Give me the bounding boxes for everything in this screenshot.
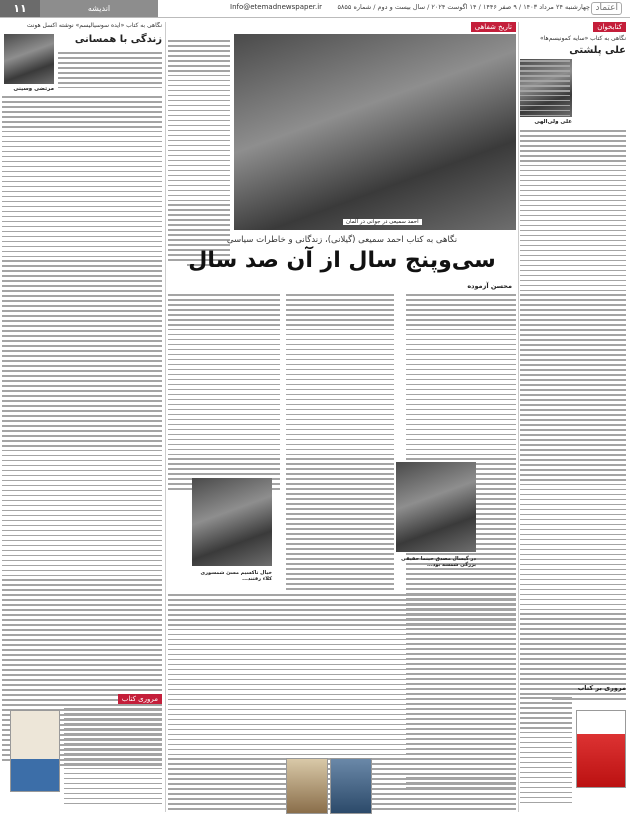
- email-address[interactable]: Info@etemadnewspaper.ir: [230, 3, 323, 11]
- subhead: مروری بر کتاب: [577, 684, 626, 692]
- newspaper-logo: اعتماد: [591, 2, 622, 15]
- article-kicker: نگاهی به کتاب احمد سمیعی (گیلانی)، زندگانی و خاطرات سیاسی: [226, 235, 458, 245]
- article-kicker: نگاهی به کتاب «ایده سوسیالیسم» نوشته اکسل هونت: [26, 22, 162, 29]
- section-title: اندیشه: [40, 0, 158, 17]
- main-photo: [234, 34, 516, 230]
- left-column: [2, 22, 162, 814]
- portrait-caption: در گیسال مصدق حینما حقیقی بزرگی شمسه بود...: [401, 556, 476, 568]
- middle-column: [168, 22, 516, 814]
- column-divider: [518, 22, 519, 812]
- page-header: [0, 0, 630, 18]
- headline: سی‌وپنج سال از آن صد سال: [188, 248, 496, 273]
- right-column: [520, 22, 626, 814]
- portrait-photo: [396, 462, 476, 552]
- book-cover: [330, 758, 372, 814]
- column-label: کتابخوان: [593, 22, 626, 32]
- column-label: تاریخ شفاهی: [471, 22, 516, 32]
- book-cover: [286, 758, 328, 814]
- portrait-photo: [192, 478, 272, 566]
- article-title: زندگی با همسانی: [74, 34, 162, 45]
- column-label: مروری کتاب: [118, 694, 162, 704]
- page-number: ۱۱: [0, 0, 40, 17]
- article-title: علی پلشتی: [569, 45, 626, 56]
- article-kicker: نگاهی به کتاب «سایه کمونیسم‌ها»: [540, 35, 626, 42]
- byline: محسن آزموده: [467, 282, 512, 290]
- author-caption: علی ولی‌الهی: [534, 119, 572, 125]
- date-line: چهارشنبه ۲۴ مرداد ۱۴۰۳ / ۹ صفر ۱۴۴۶ / ۱۴ اگوست ۲۰۲۴ / سال بیست و دوم / شماره ۵۸۵۵: [337, 3, 590, 11]
- photo-caption: احمد سمیعی در جوانی در آلمان: [343, 219, 422, 225]
- book-cover: [10, 710, 60, 792]
- portrait-caption: خیال تاکسیم مسئ شمسوری کلاء رفتند...: [200, 570, 272, 582]
- author-caption: مرتضی وسینی: [13, 86, 54, 92]
- column-divider: [165, 22, 166, 812]
- book-cover: [576, 710, 626, 788]
- author-photo: [4, 34, 54, 84]
